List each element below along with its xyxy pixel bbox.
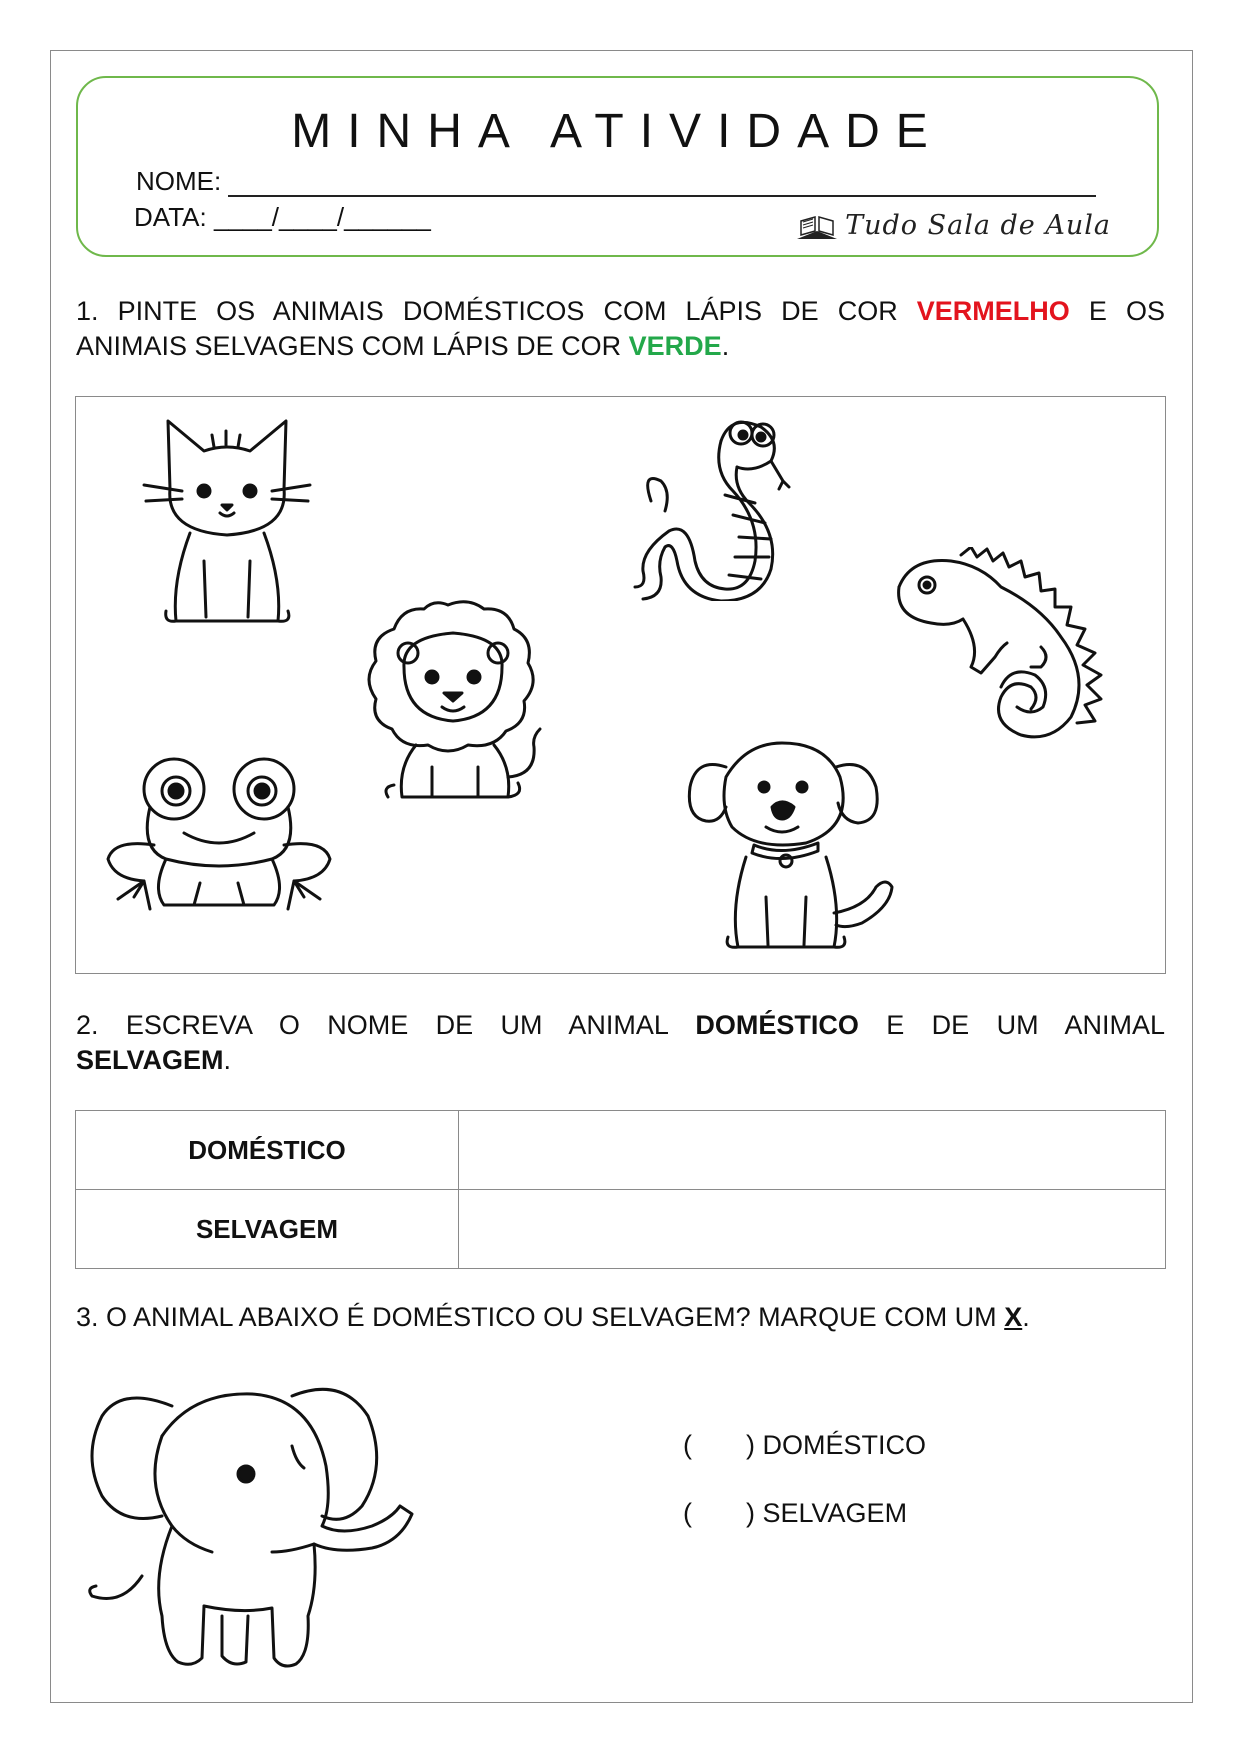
option-domestic[interactable] — [683, 1430, 926, 1461]
q1-line-2 — [76, 329, 1165, 364]
q2-end: . — [223, 1045, 232, 1075]
q2-line-2 — [76, 1043, 1165, 1078]
answer-cell-wild[interactable] — [459, 1190, 1166, 1269]
question-3 — [76, 1300, 1165, 1335]
name-label: NOME: — [136, 166, 222, 196]
table-row — [76, 1111, 1166, 1190]
answer-table — [75, 1110, 1166, 1269]
animals-box — [75, 396, 1166, 974]
snake-icon[interactable] — [621, 411, 821, 601]
option-label-wild: SELVAGEM — [762, 1498, 908, 1528]
q2-middle: E DE UM ANIMAL — [886, 1010, 1165, 1040]
row-label-domestic: DOMÉSTICO — [76, 1111, 459, 1190]
checkbox-close-paren: ) — [746, 1430, 755, 1460]
question-2 — [76, 1008, 1165, 1078]
logo-text: Tudo Sala de Aula — [845, 210, 1111, 241]
q1-red-word: VERMELHO — [916, 296, 1070, 326]
row-label-wild: SELVAGEM — [76, 1190, 459, 1269]
dog-icon[interactable] — [686, 737, 906, 957]
book-icon — [795, 213, 839, 241]
logo — [795, 210, 1111, 241]
q1-line-1 — [76, 294, 1165, 329]
q1-prefix: 1. PINTE OS ANIMAIS DOMÉSTICOS COM LÁPIS DE COR — [76, 296, 898, 326]
q2-prefix: 2. ESCREVA O NOME DE UM ANIMAL — [76, 1010, 668, 1040]
page-title: MINHA ATIVIDADE — [291, 105, 944, 158]
checkbox-open-paren: ( — [683, 1430, 692, 1460]
q1-line2-start: ANIMAIS SELVAGENS COM LÁPIS DE COR — [76, 331, 622, 361]
cat-icon[interactable] — [142, 411, 312, 631]
q2-bold-domestic: DOMÉSTICO — [695, 1010, 859, 1040]
elephant-icon[interactable] — [82, 1376, 432, 1676]
q1-middle: E OS — [1088, 296, 1165, 326]
checkbox-open-paren: ( — [683, 1498, 692, 1528]
date-label: DATA: — [134, 202, 207, 232]
lion-icon[interactable] — [358, 597, 548, 807]
q3-mark-x: X — [1004, 1302, 1023, 1332]
frog-icon[interactable] — [104, 749, 334, 919]
name-line[interactable] — [228, 173, 1096, 197]
option-wild[interactable] — [683, 1498, 907, 1529]
q3-text: 3. O ANIMAL ABAIXO É DOMÉSTICO OU SELVAGEM? MARQUE COM UM — [76, 1302, 997, 1332]
date-field[interactable] — [134, 202, 431, 233]
name-field[interactable] — [136, 166, 1096, 197]
checkbox-close-paren: ) — [746, 1498, 755, 1528]
option-label-domestic: DOMÉSTICO — [762, 1430, 927, 1460]
q1-green-word: VERDE — [628, 331, 722, 361]
date-blank[interactable]: ____/____/______ — [213, 202, 431, 232]
header-box — [76, 76, 1159, 257]
answer-cell-domestic[interactable] — [459, 1111, 1166, 1190]
q3-end: . — [1022, 1302, 1030, 1332]
q2-line-1 — [76, 1008, 1165, 1043]
table-row — [76, 1190, 1166, 1269]
q2-bold-wild: SELVAGEM — [76, 1045, 224, 1075]
question-1 — [76, 294, 1165, 364]
iguana-icon[interactable] — [891, 547, 1121, 747]
q1-end: . — [721, 331, 730, 361]
